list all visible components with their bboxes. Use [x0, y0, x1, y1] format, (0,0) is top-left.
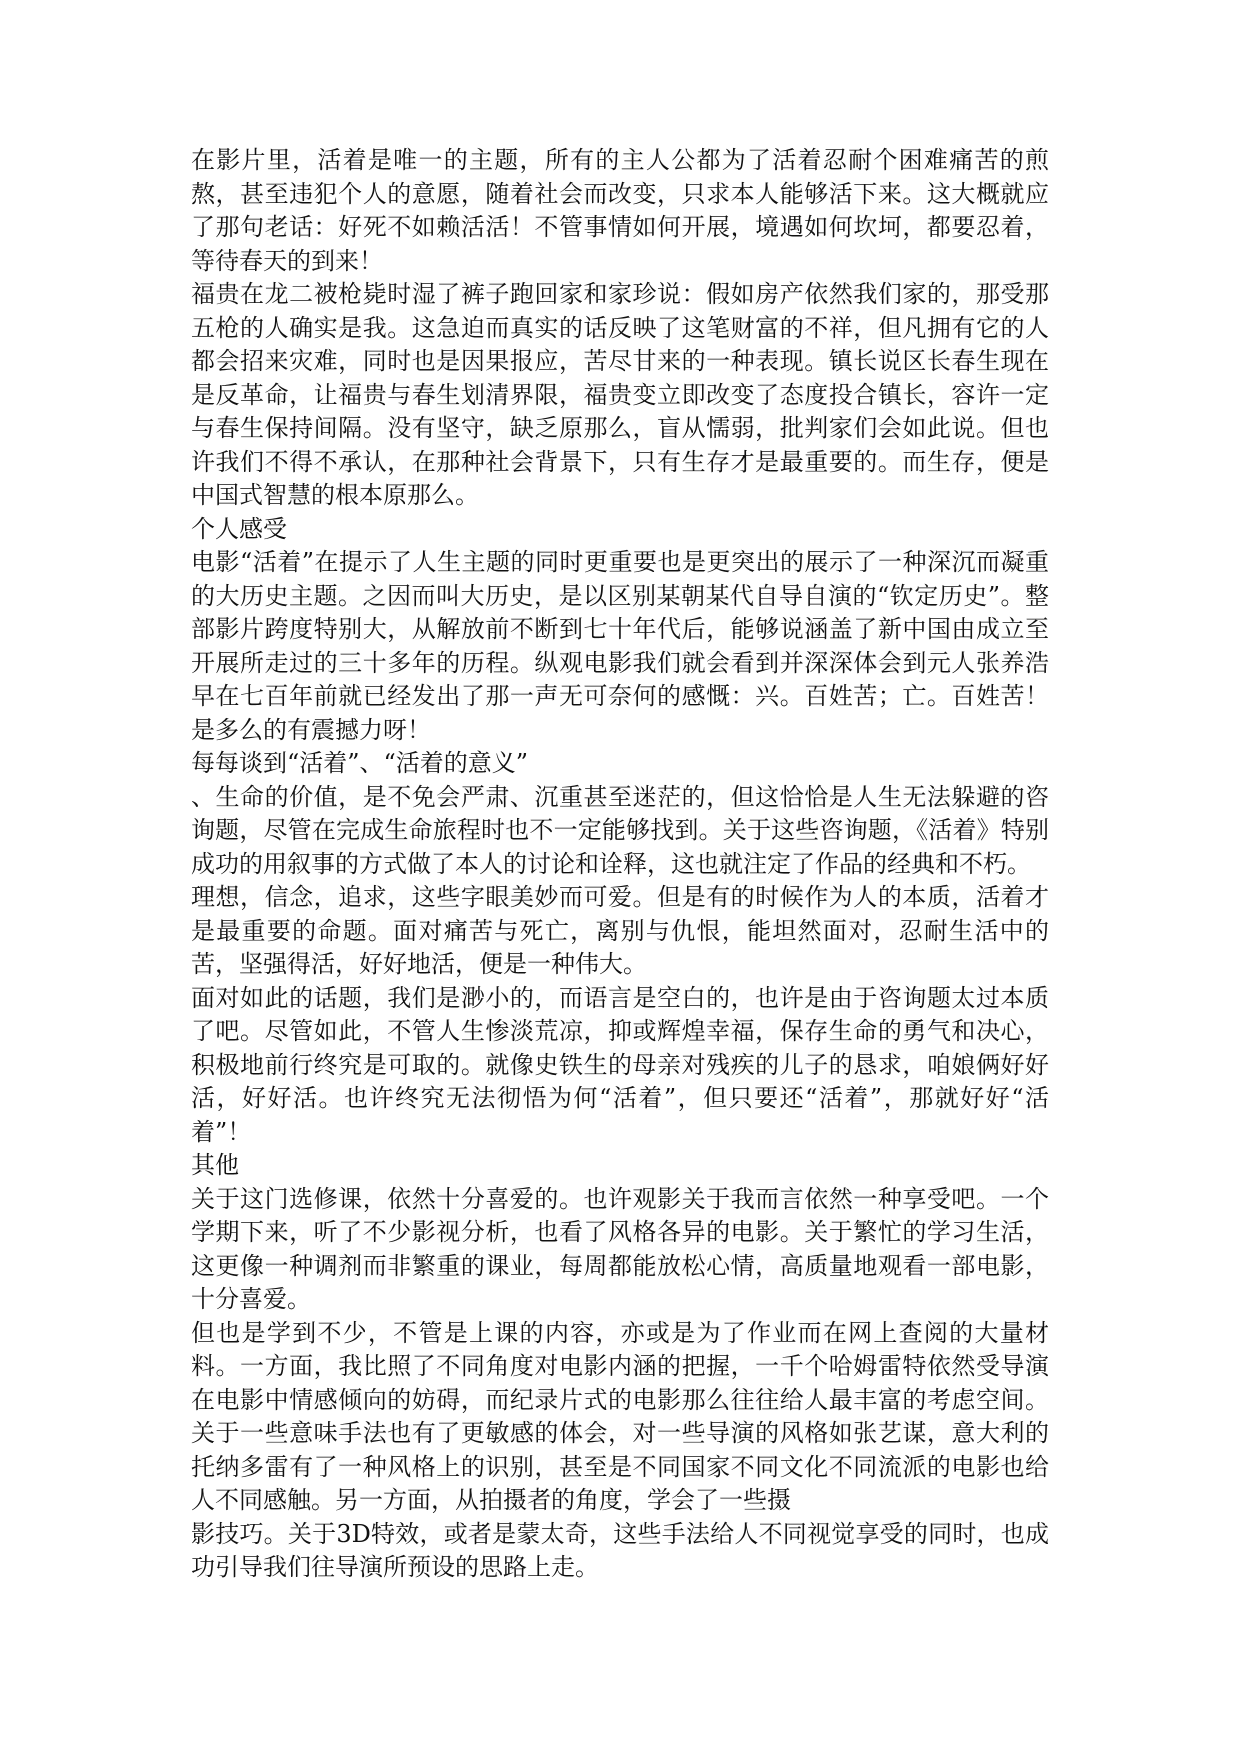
paragraph: 每每谈到“活着”、“活着的意义” — [191, 749, 529, 777]
document-body — [191, 144, 1049, 1585]
paragraph: 但也是学到不少，不管是上课的内容，亦或是为了作业而在网上查阅的大量材料。一方面，我比照了不同角度对电影内涵的把握，一千个哈姆雷特依然受导演在电影中情感倾向的妨碍，而纪录片式的电影那么往往给人最丰富的考虑空间。关于一些意味手法也有了更敏感的体会，对一些导演的风格如张艺谋，意大利的托纳多雷有了一种风格上的识别，甚至是不同国家不同文化不同流派的电影也给人不同感触。另一方面，从拍摄者的角度，学会了一些摄 — [191, 1318, 1049, 1514]
paragraph: 、生命的价值，是不免会严肃、沉重甚至迷茫的，但这恰恰是人生无法躲避的咨询题，尽管在完成生命旅程时也不一定能够找到。关于这些咨询题，《活着》特别成功的用叙事的方式做了本人的讨论和诠释，这也就注定了作品的经典和不朽。 — [191, 782, 1049, 878]
paragraph: 电影“活着”在提示了人生主题的同时更重要也是更突出的展示了一种深沉而凝重的大历史主题。之因而叫大历史，是以区别某朝某代自导自演的“钦定历史”。整部影片跨度特别大，从解放前不断到七十年代后，能够说涵盖了新中国由成立至开展所走过的三十多年的历程。纵观电影我们就会看到并深深体会到元人张养浩早在七百年前就已经发出了那一声无可奈何的感慨：兴。百姓苦；亡。百姓苦！是多么的有震撼力呀！ — [191, 548, 1049, 744]
paragraph: 影技巧。关于3D特效，或者是蒙太奇，这些手法给人不同视觉享受的同时，也成功引导我们往导演所预设的思路上走。 — [191, 1519, 1049, 1581]
section-heading: 其他 — [191, 1151, 239, 1179]
paragraph: 福贵在龙二被枪毙时湿了裤子跑回家和家珍说：假如房产依然我们家的，那受那五枪的人确实是我。这急迫而真实的话反映了这笔财富的不祥，但凡拥有它的人都会招来灾难，同时也是因果报应，苦尽甘来的一种表现。镇长说区长春生现在是反革命，让福贵与春生划清界限，福贵变立即改变了态度投合镇长，容许一定与春生保持间隔。没有坚守，缺乏原那么，盲从懦弱，批判家们会如此说。但也许我们不得不承认，在那种社会背景下，只有生存才是最重要的。而生存，便是中国式智慧的根本原那么。 — [191, 280, 1049, 509]
paragraph: 关于这门选修课，依然十分喜爱的。也许观影关于我而言依然一种享受吧。一个学期下来，听了不少影视分析，也看了风格各异的电影。关于繁忙的学习生活，这更像一种调剂而非繁重的课业，每周都能放松心情，高质量地观看一部电影，十分喜爱。 — [191, 1184, 1049, 1313]
paragraph: 理想，信念，追求，这些字眼美妙而可爱。但是有的时候作为人的本质，活着才是最重要的命题。面对痛苦与死亡，离别与仇恨，能坦然面对，忍耐生活中的苦，坚强得活，好好地活，便是一种伟大。 — [191, 883, 1049, 978]
section-heading: 个人感受 — [191, 514, 287, 543]
paragraph: 在影片里，活着是唯一的主题，所有的主人公都为了活着忍耐个困难痛苦的煎熬，甚至违犯个人的意愿，随着社会而改变，只求本人能够活下来。这大概就应了那句老话：好死不如赖活活！不管事情如何开展，境遇如何坎坷，都要忍着，等待春天的到来！ — [191, 146, 1049, 275]
paragraph: 面对如此的话题，我们是渺小的，而语言是空白的，也许是由于咨询题太过本质了吧。尽管如此，不管人生惨淡荒凉，抑或辉煌幸福，保存生命的勇气和决心，积极地前行终究是可取的。就像史铁生的母亲对残疾的儿子的恳求，咱娘俩好好活，好好活。也许终究无法彻悟为何“活着”，但只要还“活着”，那就好好“活着”！ — [191, 983, 1049, 1146]
